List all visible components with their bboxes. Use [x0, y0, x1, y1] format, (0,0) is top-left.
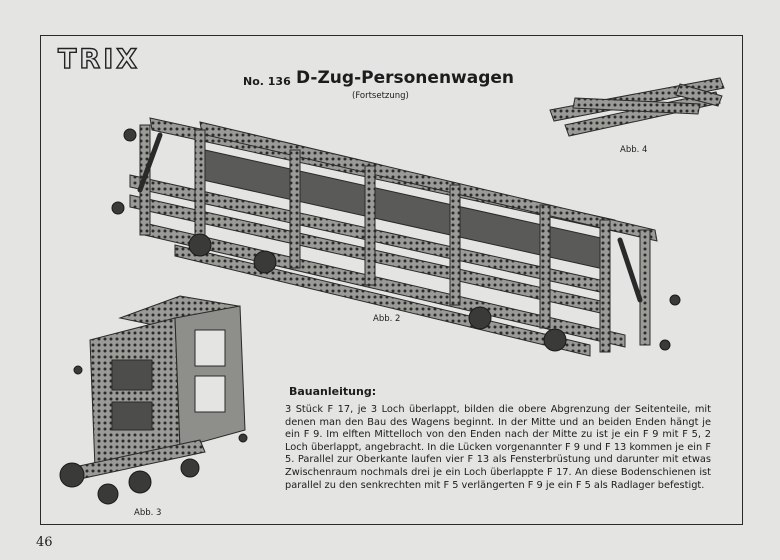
instructions-text: 3 Stück F 17, je 3 Loch überlappt, bilden die obere Abgrenzung der Seitenteile, mit denen man den Bau des Wagens beginnt. In der Mitte und an beiden Enden hängt je ein F 9. Im elften Mittelloch von den Enden nach der Mitte zu ist je ein F 9 mit F 5, 2 Loch überlappt, angebracht. In die Lücken vorgenannter F 9 und F 13 kommen je ein F 5. Parallel zur Oberkante laufen vier F 13 als Fensterbrüstung und darunter mit etwas Zwischenraum nochmals drei je ein Loch überlappte F 17. An diese Bodenschienen ist parallel zu den senkrechten mit F 5 verlängerten F 9 je ein F 5 als Radlager befestigt. — [285, 404, 711, 491]
model-number: No. 136 — [243, 75, 291, 88]
figure-3-bogie — [60, 296, 247, 504]
figure-2-caption: Abb. 2 — [373, 314, 401, 324]
figure-4-strips — [550, 78, 724, 136]
figure-3-caption: Abb. 3 — [134, 508, 162, 518]
figure-4-caption: Abb. 4 — [620, 145, 648, 155]
page-number: 46 — [36, 535, 53, 550]
page-subtitle: (Fortsetzung) — [352, 91, 409, 101]
trix-logo: TRIX — [58, 44, 141, 75]
page-title: D-Zug-Personenwagen — [296, 68, 515, 88]
instructions-heading: Bauanleitung: — [289, 385, 377, 398]
